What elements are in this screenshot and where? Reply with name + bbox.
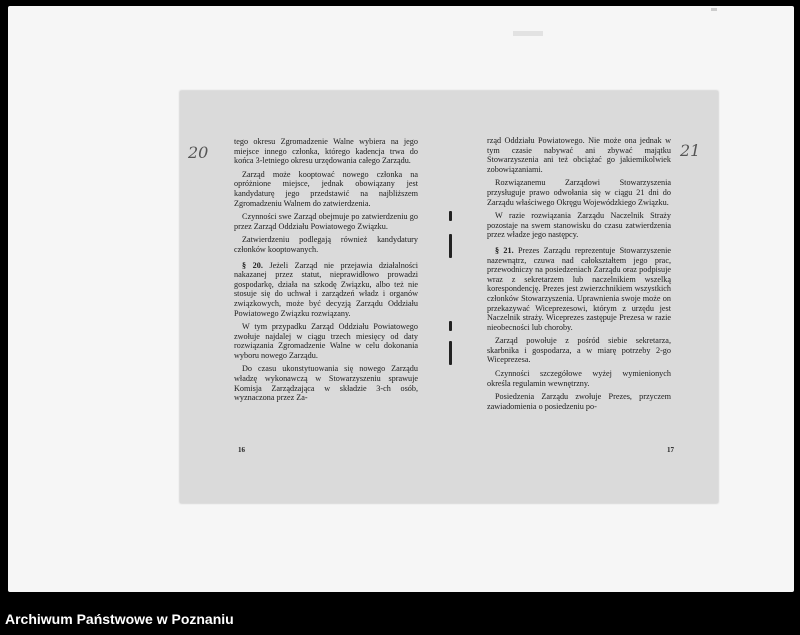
section-21 [487,246,671,332]
document-spread [180,91,718,503]
staple-hole [449,321,452,331]
staple-hole [449,234,452,258]
paragraph: Posiedzenia Zarządu zwołuje Prezes, przyczem zawiadomienia o posiedzeniu po- [487,392,671,411]
archive-footer [0,604,800,635]
page-number-left: 16 [238,446,245,454]
dust-speck [711,8,717,11]
paragraph: Czynności swe Zarząd obejmuje po zatwierdzeniu go przez Zarząd Oddziału Powiatowego Związku. [234,212,418,231]
paragraph: Rozwiązanemu Zarządowi Stowarzyszenia przysługuje prawo odwołania się w ciągu 21 dni do Zarządu właściwego Okręgu Wojewódzkiego Związku. [487,178,671,207]
staple-hole [449,211,452,221]
paragraph: Do czasu ukonstytuowania się nowego Zarządu władzę wykonawczą w Stowarzyszeniu sprawuje Komisja Zarządzająca w składzie 3-ch osób, wyznaczona przez Za- [234,364,418,403]
paragraph: rząd Oddziału Powiatowego. Nie może ona jednak w tym czasie nabywać ani zbywać majątku Stowarzyszenia ani też obciążać go jakiemikolwiek zobowiązaniami. [487,136,671,174]
left-page-text [234,137,418,407]
section-label: § 20. [242,260,263,270]
section-label: § 21. [495,245,514,255]
archive-label: Archiwum Państwowe w Poznaniu [5,611,234,627]
paragraph: Czynności szczegółowe wyżej wymienionych określa regulamin wewnętrzny. [487,369,671,388]
paragraph: Zarząd może kooptować nowego członka na opróżnione miejsce, jednak obowiązany jest kandydaturę jego przedstawić na najbliższem Zgromadzeniu Walnem do zatwierdzenia. [234,169,418,208]
right-page-text [487,136,671,415]
handwritten-page-number-right: 21 [680,141,701,160]
section-text: Prezes Zarządu reprezentuje Stowarzyszenie nazewnątrz, czuwa nad całokształtem jego prac, przewodniczy na posiedzeniach Zarządu oraz podpisuje wraz z sekretarzem lub naczelnikiem wszelką korespondencję. Prezes jest zwierzchnikiem wszystkich członków Stowarzyszenia. Uprawnienia swoje może on przekazywać Wiceprezesowi, którym z urzędu jest Naczelnik straży. Wiceprezes zastępuje Prezesa w razie nieobecności lub choroby. [487,245,671,332]
paragraph: W razie rozwiązania Zarządu Naczelnik Straży pozostaje na swem stanowisku do czasu zatwierdzenia przez władze jego następcy. [487,211,671,240]
staple-hole [449,341,452,365]
paragraph: tego okresu Zgromadzenie Walne wybiera na jego miejsce innego członka, którego kadencja trwa do końca 3-letniego okresu urzędowania całego Zarządu. [234,137,418,166]
page-number-right: 17 [667,446,674,454]
section-text: Jeżeli Zarząd nie przejawia działalności nakazanej przez statut, nieprawidłowo prowadzi gospodarkę, działa na szkodę Związku, albo też nie stosuje się do uchwał i zarządzeń władz i organów związkowych, może być decyzją Zarządu Oddziału Powiatowego Związku rozwiązany. [234,260,418,318]
paragraph: Zatwierdzeniu podlegają również kandydatury członków kooptowanych. [234,235,418,254]
paragraph: Zarząd powołuje z pośród siebie sekretarza, skarbnika i gospodarza, a w miarę potrzeby 2-go Wiceprezesa. [487,336,671,365]
section-20 [234,261,418,319]
dust-speck [513,31,543,36]
photo-mount [8,6,794,592]
paragraph: W tym przypadku Zarząd Oddziału Powiatowego zwołuje najdalej w ciągu trzech miesięcy od daty rozwiązania Zgromadzenie Walne w celu dokonania wyboru nowego Zarządu. [234,322,418,360]
handwritten-page-number-left: 20 [188,143,209,162]
